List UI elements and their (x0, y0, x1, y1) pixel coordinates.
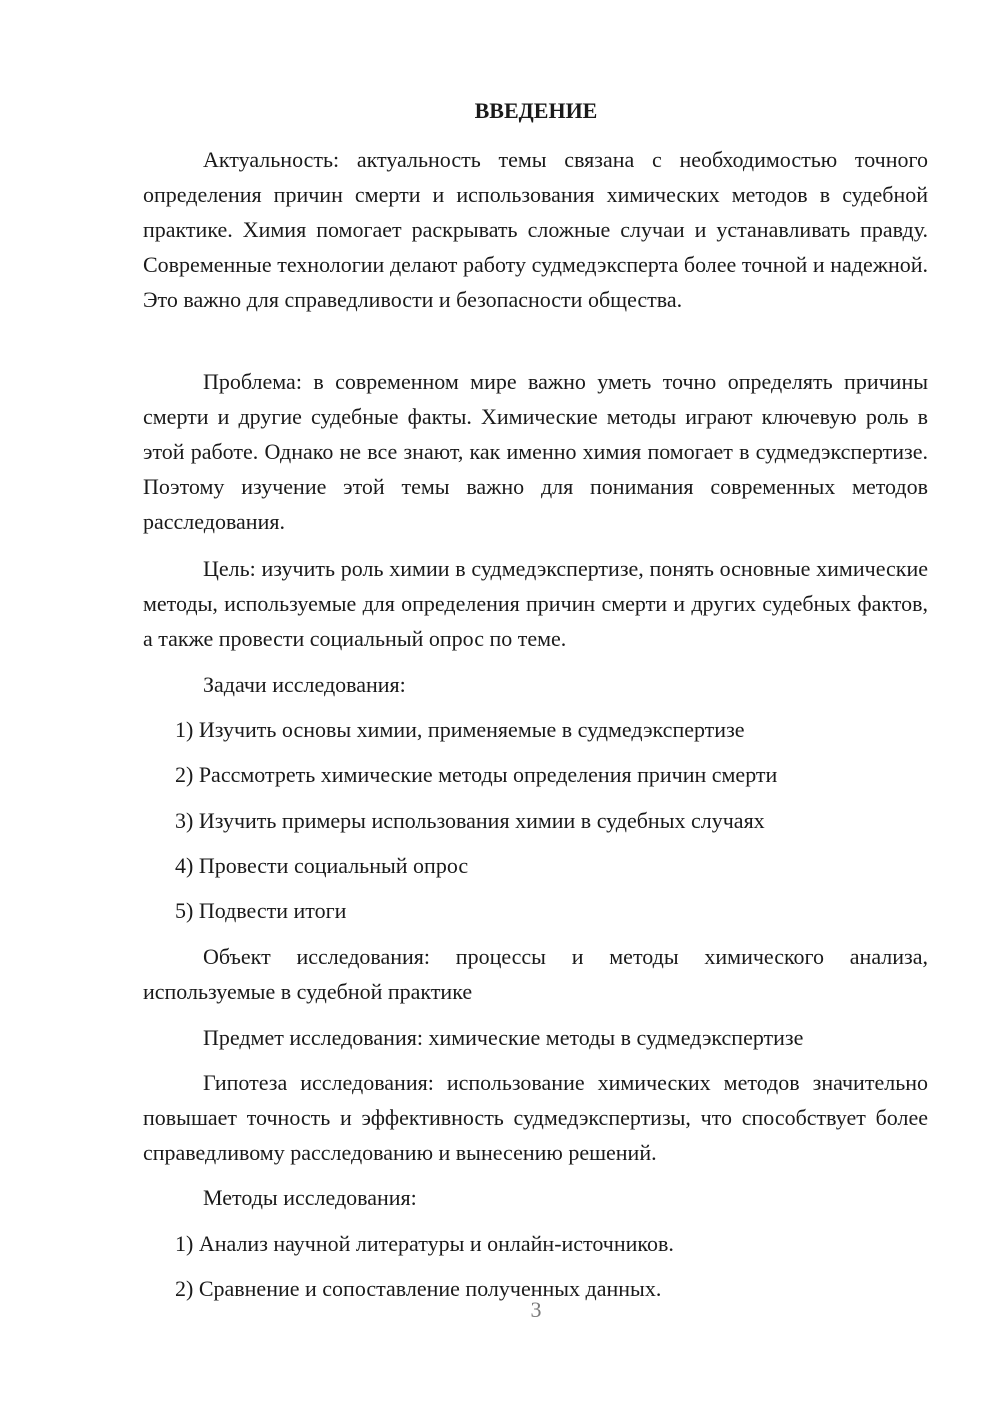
hypothesis-paragraph: Гипотеза исследования: использование химических методов значительно повышает точность и эффективность судмедэкспертизы, что способствует более справедливому расследованию и вынесению решений. (143, 1070, 928, 1165)
task-item: 2) Рассмотреть химические методы определения причин смерти (175, 762, 778, 787)
problem-paragraph: Проблема: в современном мире важно уметь точно определять причины смерти и другие судебные факты. Химические методы играют ключевую роль в этой работе. Однако не все знают, как именно химия помогает в судмедэкспертизе. Поэтому изучение этой темы важно для понимания современных методов расследования. (143, 369, 928, 534)
object-paragraph: Объект исследования: процессы и методы химического анализа, используемые в судебной практике (143, 944, 928, 1004)
goal-paragraph: Цель: изучить роль химии в судмедэкспертизе, понять основные химические методы, используемые для определения причин смерти и других судебных фактов, а также провести социальный опрос по теме. (143, 556, 928, 651)
method-item: 1) Анализ научной литературы и онлайн-источников. (175, 1231, 674, 1256)
page-number: 3 (530, 1297, 542, 1322)
task-item: 4) Провести социальный опрос (175, 853, 469, 878)
method-item: 2) Сравнение и сопоставление полученных данных. (175, 1276, 662, 1301)
methods-heading: Методы исследования: (203, 1185, 417, 1210)
tasks-heading: Задачи исследования: (203, 672, 406, 697)
task-item: 1) Изучить основы химии, применяемые в судмедэкспертизе (175, 717, 745, 742)
relevance-paragraph: Актуальность: актуальность темы связана с необходимостью точного определения причин смерти и использования химических методов в судебной практике. Химия помогает раскрывать сложные случаи и устанавливать правду. Современные технологии делают работу судмедэксперта более точной и надежной. Это важно для справедливости и безопасности общества. (143, 147, 928, 312)
task-item: 5) Подвести итоги (175, 898, 347, 923)
section-title: ВВЕДЕНИЕ (474, 98, 598, 123)
subject-line: Предмет исследования: химические методы в судмедэкспертизе (203, 1025, 804, 1050)
task-item: 3) Изучить примеры использования химии в судебных случаях (175, 808, 765, 833)
